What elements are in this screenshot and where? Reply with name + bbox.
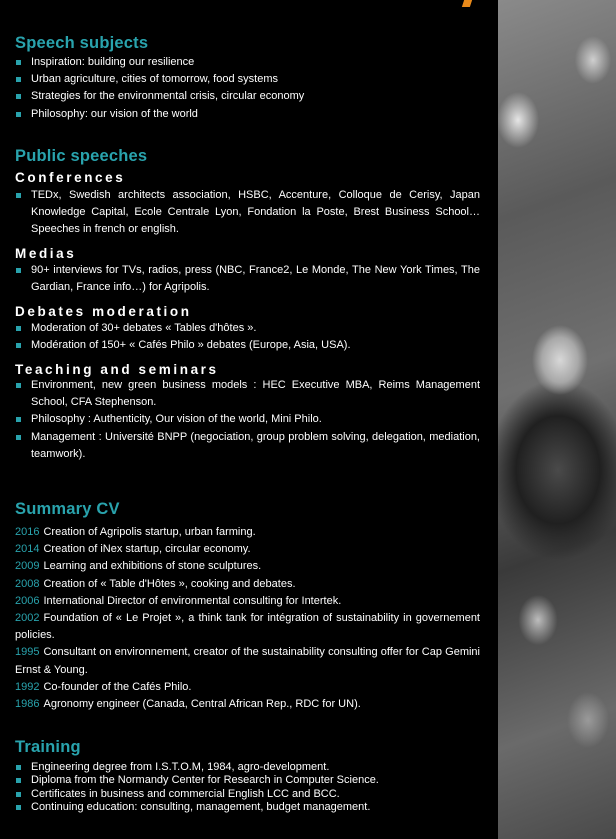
cv-text: Creation of iNex startup, circular economy. bbox=[43, 543, 251, 556]
cv-year: 2014 bbox=[15, 543, 40, 556]
conferences-heading: Conferences bbox=[15, 170, 126, 185]
list-item: Urban agriculture, cities of tomorrow, food systems bbox=[15, 71, 480, 88]
cv-entry bbox=[15, 644, 480, 678]
training-heading: Training bbox=[15, 738, 81, 756]
cv-year: 1992 bbox=[15, 680, 40, 693]
cv-year: 1986 bbox=[15, 698, 40, 711]
medias-heading: Medias bbox=[15, 246, 77, 261]
cv-entry bbox=[15, 541, 480, 558]
debates-moderation-heading: Debates moderation bbox=[15, 304, 192, 319]
cv-year: 2008 bbox=[15, 577, 40, 590]
cv-entry bbox=[15, 558, 480, 575]
list-item: Diploma from the Normandy Center for Research in Computer Science. bbox=[15, 774, 480, 787]
medias-list bbox=[15, 262, 480, 296]
list-item: 90+ interviews for TVs, radios, press (NBC, France2, Le Monde, The New York Times, The Gardian, France info…) for Agripolis. bbox=[15, 262, 480, 296]
conferences-list bbox=[15, 187, 480, 239]
training-list bbox=[15, 761, 480, 815]
cv-year: 1995 bbox=[15, 646, 40, 659]
cv-entry bbox=[15, 696, 480, 713]
cv-entry bbox=[15, 679, 480, 696]
public-speeches-heading: Public speeches bbox=[15, 147, 148, 165]
cv-text: Co-founder of the Cafés Philo. bbox=[43, 680, 192, 693]
speech-subjects-list bbox=[15, 54, 480, 123]
cv-year: 2006 bbox=[15, 594, 40, 607]
speech-subjects-heading: Speech subjects bbox=[15, 34, 149, 52]
list-item: Continuing education: consulting, management, budget management. bbox=[15, 801, 480, 814]
summary-cv-list bbox=[15, 524, 480, 713]
list-item: Modération of 150+ « Cafés Philo » debates (Europe, Asia, USA). bbox=[15, 337, 480, 354]
teaching-seminars-heading: Teaching and seminars bbox=[15, 362, 219, 377]
cv-text: Creation of Agripolis startup, urban farming. bbox=[43, 526, 256, 538]
list-item: Certificates in business and commercial English LCC and BCC. bbox=[15, 788, 480, 801]
cv-text: Learning and exhibitions of stone sculptures. bbox=[43, 560, 262, 573]
cv-text: Agronomy engineer (Canada, Central African Rep., RDC for UN). bbox=[43, 698, 361, 711]
list-item: Inspiration: building our resilience bbox=[15, 54, 480, 71]
orange-accent-mark bbox=[462, 0, 472, 7]
list-item: Strategies for the environmental crisis, circular economy bbox=[15, 88, 480, 105]
cv-year: 2009 bbox=[15, 560, 40, 573]
cv-text: Consultant on environnement, creator of the sustainability consulting offer for Cap Gemini Ernst & Young. bbox=[15, 646, 480, 676]
list-item: Management : Université BNPP (negociation, group problem solving, delegation, mediation, teamwork). bbox=[15, 429, 480, 463]
cv-text: Creation of « Table d'Hôtes », cooking and debates. bbox=[43, 577, 296, 590]
list-item: TEDx, Swedish architects association, HSBC, Accenture, Colloque de Cerisy, Japan Knowledge Capital, Ecole Centrale Lyon, Fondation la Poste, Brest Business School… Speeches in french or english. bbox=[15, 187, 480, 239]
cv-year: 2002 bbox=[15, 612, 40, 625]
cv-text: International Director of environmental consulting for Intertek. bbox=[43, 594, 342, 607]
cv-entry bbox=[15, 593, 480, 610]
portrait-photo bbox=[498, 0, 616, 839]
cv-entry bbox=[15, 524, 480, 541]
cv-entry bbox=[15, 576, 480, 593]
list-item: Environment, new green business models : HEC Executive MBA, Reims Management School, CFA Stephenson. bbox=[15, 377, 480, 411]
debates-list bbox=[15, 320, 480, 354]
teaching-list bbox=[15, 377, 480, 463]
cv-text: Foundation of « Le Projet », a think tank for intégration of sustainability in governement policies. bbox=[15, 612, 480, 642]
cv-year: 2016 bbox=[15, 526, 40, 538]
cv-entry bbox=[15, 610, 480, 644]
summary-cv-heading: Summary CV bbox=[15, 500, 120, 518]
list-item: Moderation of 30+ debates « Tables d'hôtes ». bbox=[15, 320, 480, 337]
list-item: Philosophy: our vision of the world bbox=[15, 106, 480, 123]
list-item: Philosophy : Authenticity, Our vision of the world, Mini Philo. bbox=[15, 411, 480, 428]
list-item: Engineering degree from I.S.T.O.M, 1984, agro-development. bbox=[15, 761, 480, 774]
